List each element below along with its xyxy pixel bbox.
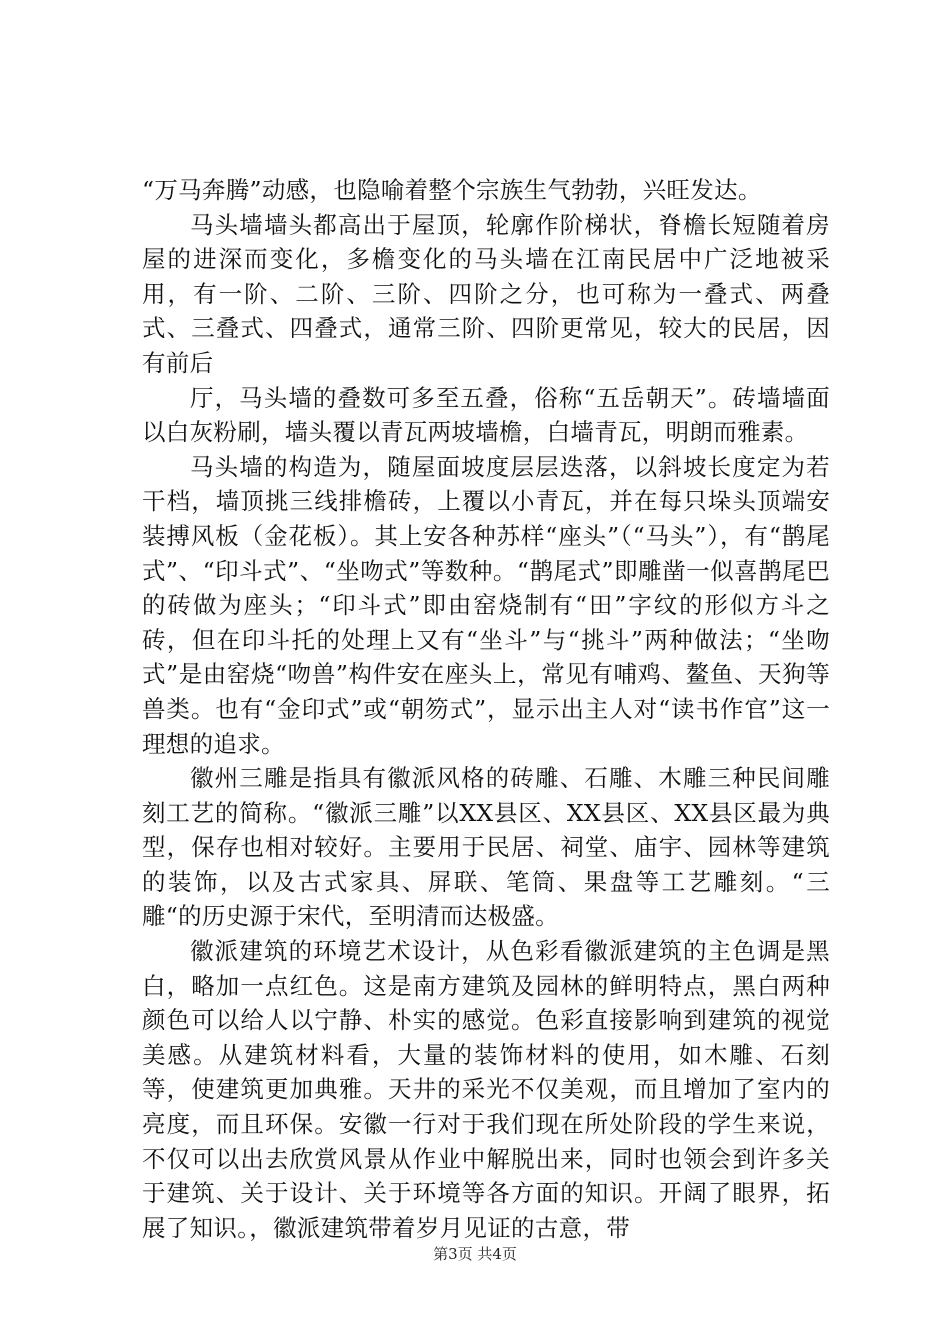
paragraph: 徽派建筑的环境艺术设计，从色彩看徽派建筑的主色调是黑白，略加一点红色。这是南方建筑及园林的鲜明特点，黑白两种颜色可以给人以宁静、朴实的感觉。色彩直接影响到建筑的视觉美感。从建筑材料看，大量的装饰材料的使用，如木雕、石刻等，使建筑更加典雅。天井的采光不仅美观，而且增加了室内的亮度，而且环保。安徽一行对于我们现在所处阶段的学生来说，不仅可以出去欣赏风景从作业中解脱出来，同时也领会到许多关于建筑、关于设计、关于环境等各方面的知识。开阔了眼界，拓展了知识。，徽派建筑带着岁月见证的古意，带 (142, 937, 830, 1242)
paragraph: 马头墙墙头都高出于屋顶，轮廓作阶梯状，脊檐长短随着房屋的进深而变化，多檐变化的马头墙在江南民居中广泛地被采用，有一阶、二阶、三阶、四阶之分，也可称为一叠式、两叠式、三叠式、四叠式，通常三阶、四阶更常见，较大的民居，因有前后 (142, 210, 830, 377)
page-footer: 第3页 共4页 (433, 1245, 517, 1263)
paragraph: 厅，马头墙的叠数可多至五叠，俗称“五岳朝天”。砖墙墙面以白灰粉刷，墙头覆以青瓦两坡墙檐，白墙青瓦，明朗而雅素。 (142, 383, 830, 447)
paragraph: 徽州三雕是指具有徽派风格的砖雕、石雕、木雕三种民间雕刻工艺的简称。“徽派三雕”以XX县区、XX县区、XX县区最为典型，保存也相对较好。主要用于民居、祠堂、庙宇、园林等建筑的装饰，以及古式家具、屏联、笔筒、果盘等工艺雕刻。“三雕“的历史源于宋代，至明清而达极盛。 (142, 764, 830, 931)
paragraph: “万马奔腾”动感，也隐喻着整个宗族生气勃勃，兴旺发达。 (142, 176, 762, 204)
body-text (142, 173, 830, 1245)
paragraph: 马头墙的构造为，随屋面坡度层层迭落，以斜坡长度定为若干档，墙顶挑三线排檐砖，上覆以小青瓦，并在每只垛头顶端安装搏风板（金花板）。其上安各种苏样“座头”（“马头”），有“鹊尾式”、“印斗式”、“坐吻式”等数种。“鹊尾式”即雕凿一似喜鹊尾巴的砖做为座头；“印斗式”即由窑烧制有“田”字纹的形似方斗之砖，但在印斗托的处理上又有“坐斗”与“挑斗”两种做法；“坐吻式”是由窑烧“吻兽”构件安在座头上，常见有哺鸡、鳌鱼、天狗等兽类。也有“金印式”或“朝笏式”，显示出主人对“读书作官”这一理想的追求。 (142, 452, 830, 758)
